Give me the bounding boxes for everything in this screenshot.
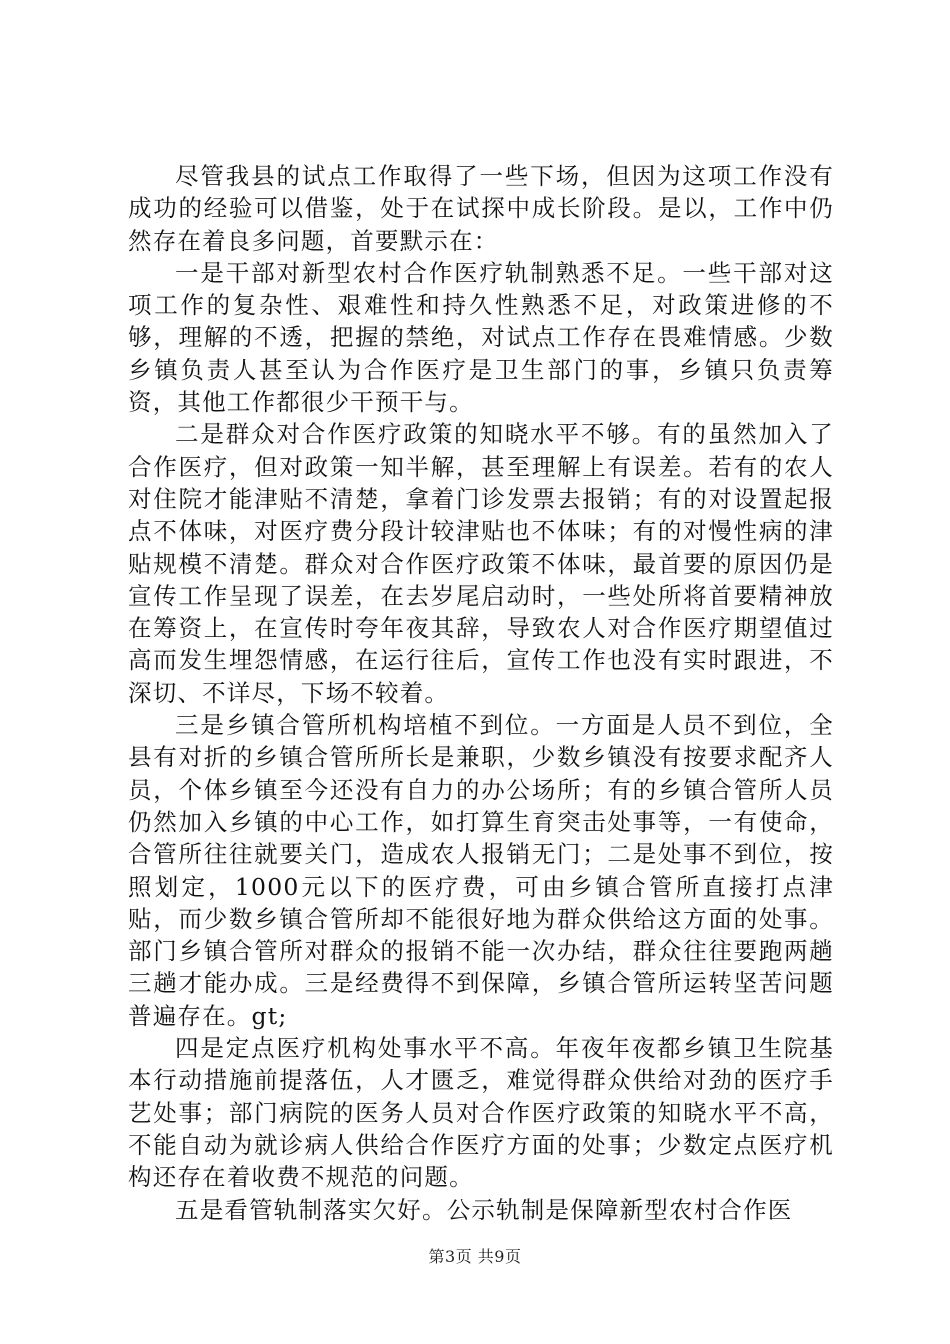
paragraph-point-2: 二是群众对合作医疗政策的知晓水平不够。有的虽然加入了合作医疗，但对政策一知半解，甚至理解上有误差。若有的农人对住院才能津贴不清楚，拿着门诊发票去报销；有的对设置起报点不体味，对医疗费分段计较津贴也不体味；有的对慢性病的津贴规模不清楚。群众对合作医疗政策不体味，最首要的原因仍是宣传工作呈现了误差，在去岁尾启动时，一些处所将首要精神放在筹资上，在宣传时夸年夜其辞，导致农人对合作医疗期望值过高而发生埋怨情感，在运行往后，宣传工作也没有实时跟进，不深切、不详尽，下场不较着。 [128, 420, 834, 707]
paragraph-intro: 尽管我县的试点工作取得了一些下场，但因为这项工作没有成功的经验可以借鉴，处于在试探中成长阶段。是以，工作中仍然存在着良多问题，首要默示在： [128, 162, 834, 255]
paragraph-point-4: 四是定点医疗机构处事水平不高。年夜年夜都乡镇卫生院基本行动措施前提落伍，人才匮乏，难觉得群众供给对劲的医疗手艺处事；部门病院的医务人员对合作医疗政策的知晓水平不高，不能自动为就诊病人供给合作医疗方面的处事；少数定点医疗机构还存在着收费不规范的问题。 [128, 1034, 834, 1192]
paragraph-point-1: 一是干部对新型农村合作医疗轨制熟悉不足。一些干部对这项工作的复杂性、艰难性和持久性熟悉不足，对政策进修的不够，理解的不透，把握的禁绝，对试点工作存在畏难情感。少数乡镇负责人甚至认为合作医疗是卫生部门的事，乡镇只负责筹资，其他工作都很少干预干与。 [128, 258, 834, 417]
paragraph-point-3: 三是乡镇合管所机构培植不到位。一方面是人员不到位，全县有对折的乡镇合管所所长是兼职，少数乡镇没有按要求配齐人员，个体乡镇至今还没有自力的办公场所；有的乡镇合管所人员仍然加入乡镇的中心工作，如打算生育突击处事等，一有使命，合管所往往就要关门，造成农人报销无门；二是处事不到位，按照划定，1000元以下的医疗费，可由乡镇合管所直接打点津贴，而少数乡镇合管所却不能很好地为群众供给这方面的处事。部门乡镇合管所对群众的报销不能一次办结，群众往往要跑两趟三趟才能办成。三是经费得不到保障，乡镇合管所运转坚苦问题普遍存在。gt; [128, 711, 834, 1030]
paragraph-point-5: 五是看管轨制落实欠好。公示轨制是保障新型农村合作医 [175, 1195, 793, 1224]
document-body [128, 160, 834, 1226]
page-number-footer: 第3页 共9页 [428, 1247, 522, 1266]
